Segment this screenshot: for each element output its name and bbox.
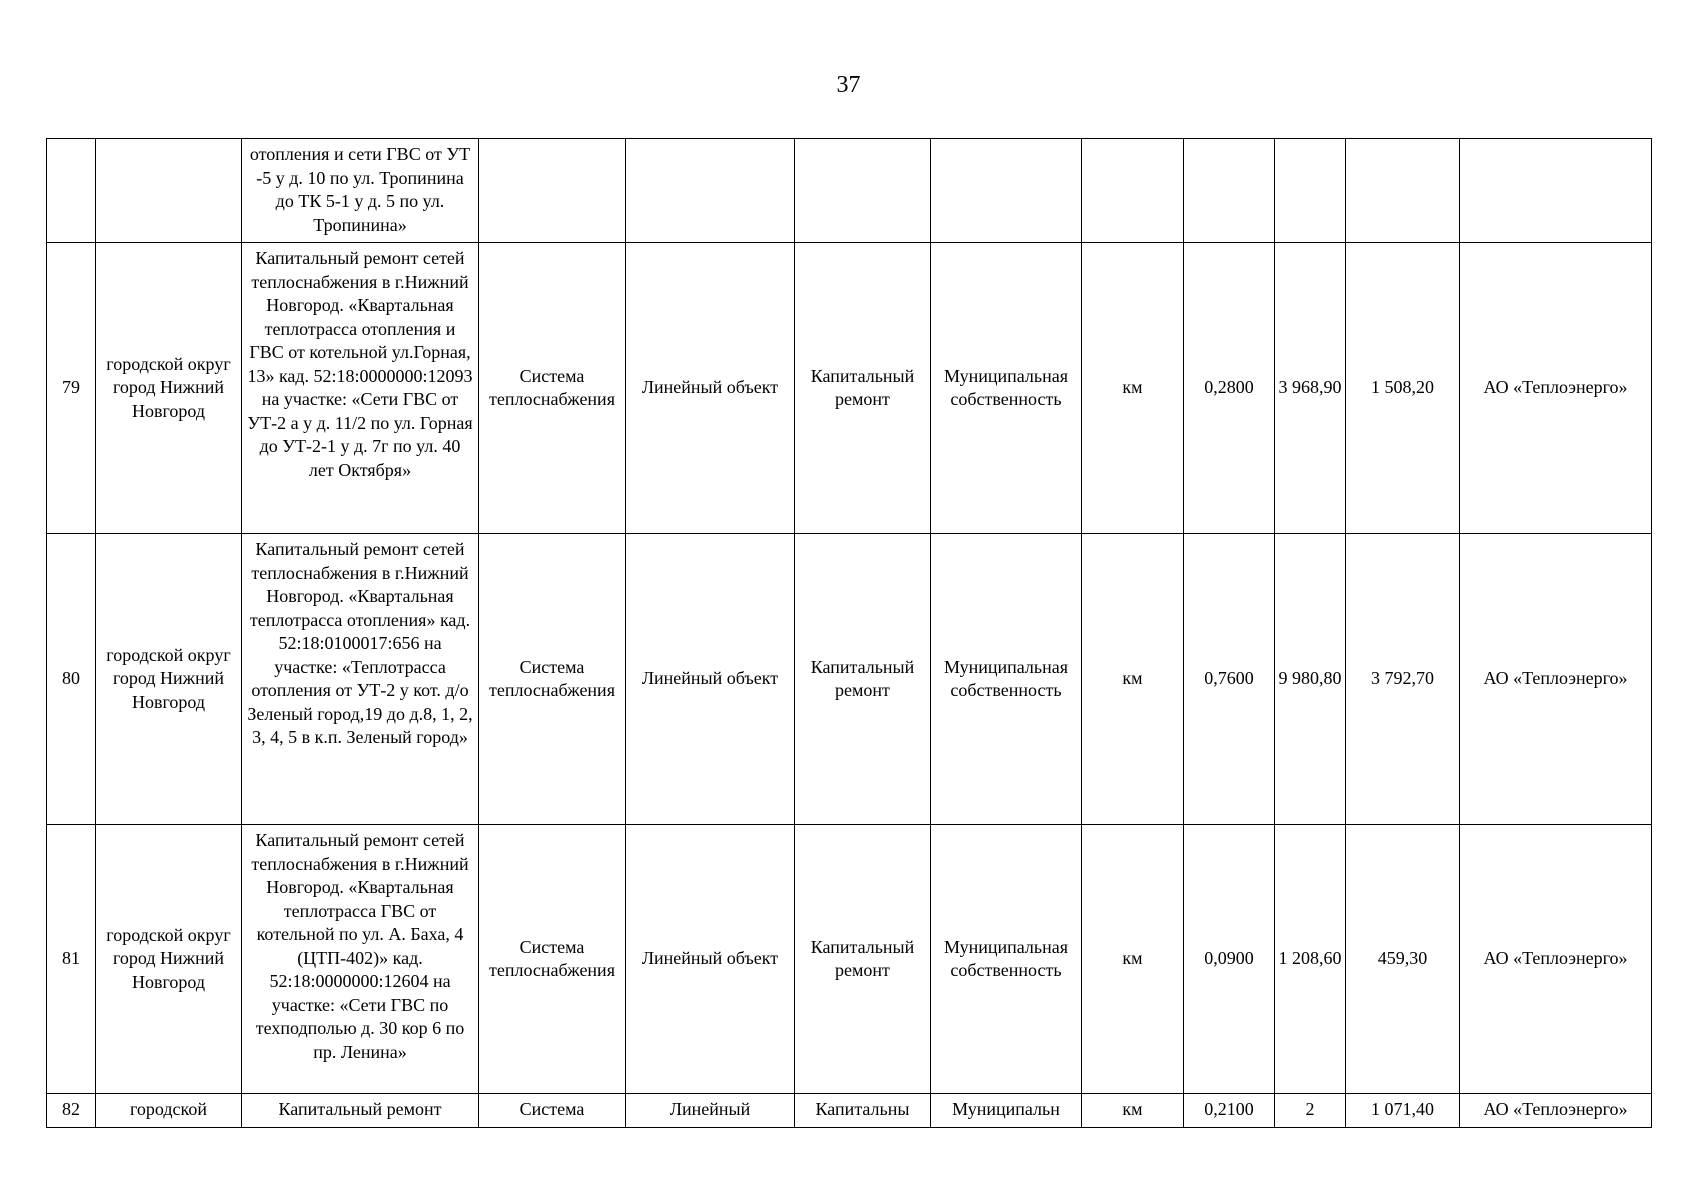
cell-municipality: городской (96, 1094, 242, 1128)
cell-num (47, 139, 96, 243)
cell-length (1184, 139, 1275, 243)
cell-unit: км (1082, 1094, 1184, 1128)
cell-unit (1082, 139, 1184, 243)
page-number: 37 (836, 72, 861, 98)
cell-unit: км (1082, 534, 1184, 825)
cell-num: 82 (47, 1094, 96, 1128)
cell-unit: км (1082, 825, 1184, 1094)
table-row (47, 825, 1652, 1094)
table-row (47, 534, 1652, 825)
cell-municipality (96, 139, 242, 243)
cell-value2: 1 071,40 (1346, 1094, 1460, 1128)
cell-description: отопления и сети ГВС от УТ -5 у д. 10 по ул. Тропинина до ТК 5-1 у д. 5 по ул. Тропинина» (242, 139, 479, 243)
cell-object-type: Линейный объект (626, 534, 795, 825)
cell-num: 80 (47, 534, 96, 825)
cell-description: Капитальный ремонт сетей теплоснабжения в г.Нижний Новгород. «Квартальная теплотрасса отопления и ГВС от котельной ул.Горная, 13» кад. 52:18:0000000:12093 на участке: «Сети ГВС от УТ-2 а у д. 11/2 по ул. Горная до УТ-2-1 у д. 7г по ул. 40 лет Октября» (242, 243, 479, 534)
table-row (47, 243, 1652, 534)
cell-num: 79 (47, 243, 96, 534)
cell-description: Капитальный ремонт (242, 1094, 479, 1128)
cell-value2: 3 792,70 (1346, 534, 1460, 825)
cell-description: Капитальный ремонт сетей теплоснабжения в г.Нижний Новгород. «Квартальная теплотрасса отопления» кад. 52:18:0100017:656 на участке: «Теплотрасса отопления от УТ-2 у кот. д/о Зеленый город,19 до д.8, 1, 2, 3, 4, 5 в к.п. Зеленый город» (242, 534, 479, 825)
cell-operator: АО «Теплоэнерго» (1460, 243, 1652, 534)
cell-object-type (626, 139, 795, 243)
cell-ownership: Муниципальная собственность (931, 825, 1082, 1094)
cell-system: Система теплоснабжения (479, 243, 626, 534)
data-table (46, 138, 1652, 1128)
cell-work-type (795, 139, 931, 243)
cell-operator (1460, 139, 1652, 243)
cell-value1: 3 968,90 (1275, 243, 1346, 534)
cell-work-type: Капитальный ремонт (795, 534, 931, 825)
cell-work-type: Капитальны (795, 1094, 931, 1128)
cell-value1 (1275, 139, 1346, 243)
cell-value2 (1346, 139, 1460, 243)
cell-operator: АО «Теплоэнерго» (1460, 534, 1652, 825)
cell-object-type: Линейный (626, 1094, 795, 1128)
table-row (47, 1094, 1652, 1128)
cell-unit: км (1082, 243, 1184, 534)
cell-object-type: Линейный объект (626, 243, 795, 534)
cell-operator: АО «Теплоэнерго» (1460, 825, 1652, 1094)
cell-operator: АО «Теплоэнерго» (1460, 1094, 1652, 1128)
cell-value1: 2 (1275, 1094, 1346, 1128)
cell-length: 0,7600 (1184, 534, 1275, 825)
cell-value2: 1 508,20 (1346, 243, 1460, 534)
cell-municipality: городской округ город Нижний Новгород (96, 243, 242, 534)
cell-system: Система (479, 1094, 626, 1128)
cell-value2: 459,30 (1346, 825, 1460, 1094)
table-row-continuation (47, 139, 1652, 243)
cell-value1: 1 208,60 (1275, 825, 1346, 1094)
cell-ownership: Муниципальн (931, 1094, 1082, 1128)
cell-length: 0,0900 (1184, 825, 1275, 1094)
cell-work-type: Капитальный ремонт (795, 825, 931, 1094)
cell-description: Капитальный ремонт сетей теплоснабжения в г.Нижний Новгород. «Квартальная теплотрасса ГВС от котельной по ул. А. Баха, 4 (ЦТП-402)» кад. 52:18:0000000:12604 на участке: «Сети ГВС по техподполью д. 30 кор 6 по пр. Ленина» (242, 825, 479, 1094)
cell-municipality: городской округ город Нижний Новгород (96, 534, 242, 825)
cell-length: 0,2100 (1184, 1094, 1275, 1128)
cell-ownership: Муниципальная собственность (931, 243, 1082, 534)
cell-system (479, 139, 626, 243)
cell-ownership: Муниципальная собственность (931, 534, 1082, 825)
cell-value1: 9 980,80 (1275, 534, 1346, 825)
cell-work-type: Капитальный ремонт (795, 243, 931, 534)
cell-length: 0,2800 (1184, 243, 1275, 534)
cell-system: Система теплоснабжения (479, 534, 626, 825)
cell-ownership (931, 139, 1082, 243)
cell-municipality: городской округ город Нижний Новгород (96, 825, 242, 1094)
cell-num: 81 (47, 825, 96, 1094)
cell-object-type: Линейный объект (626, 825, 795, 1094)
cell-system: Система теплоснабжения (479, 825, 626, 1094)
